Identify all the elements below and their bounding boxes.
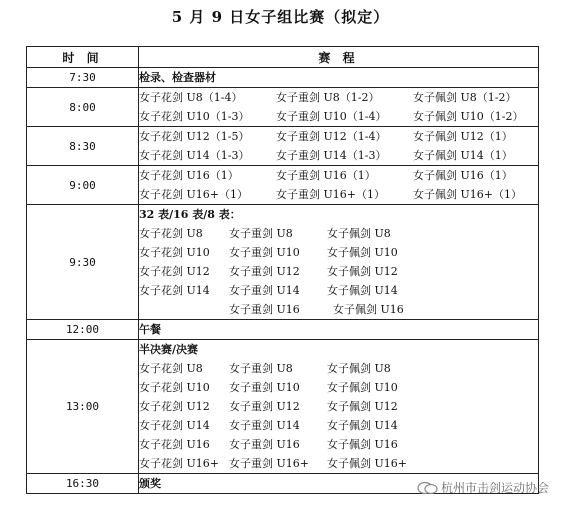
schedule-table bbox=[26, 46, 539, 494]
time-cell: 12:00 bbox=[27, 320, 139, 340]
table-row bbox=[27, 205, 539, 320]
event-item: 女子花剑 U16 bbox=[139, 438, 210, 451]
event-item: 女子重剑 U16+（1） bbox=[276, 188, 385, 201]
event-item: 女子花剑 U10 bbox=[139, 246, 210, 259]
event-item: 女子花剑 U12 bbox=[139, 400, 210, 413]
event-item: 女子花剑 U14 bbox=[139, 419, 210, 432]
time-cell: 16:30 bbox=[27, 474, 139, 494]
table-row bbox=[27, 88, 539, 127]
event-item: 女子佩剑 U10（1-2） bbox=[413, 110, 524, 123]
event-item: 女子佩剑 U12 bbox=[327, 400, 398, 413]
event-item: 女子重剑 U16+ bbox=[229, 457, 309, 470]
event-item: 女子花剑 U16+（1） bbox=[139, 188, 248, 201]
event-item: 女子花剑 U8 bbox=[139, 362, 203, 375]
event-item: 女子重剑 U14 bbox=[229, 284, 300, 297]
program-column-header: 赛 程 bbox=[139, 47, 539, 68]
watermark bbox=[417, 479, 549, 496]
event-item: 女子佩剑 U8（1-2） bbox=[413, 91, 517, 104]
event-item: 女子佩剑 U12 bbox=[327, 265, 398, 278]
program-cell bbox=[139, 340, 539, 474]
event-item: 女子花剑 U12 bbox=[139, 265, 210, 278]
event-item: 女子重剑 U12（1-4） bbox=[276, 130, 387, 143]
time-cell: 13:00 bbox=[27, 340, 139, 474]
event-item: 女子花剑 U10 bbox=[139, 381, 210, 394]
event-item: 女子花剑 U10（1-3） bbox=[139, 110, 250, 123]
event-item: 女子花剑 U16+ bbox=[139, 457, 219, 470]
event-item: 女子佩剑 U8 bbox=[327, 362, 391, 375]
event-item: 女子重剑 U16 bbox=[229, 303, 300, 316]
table-row bbox=[27, 68, 539, 88]
event-item: 女子佩剑 U16（1） bbox=[413, 169, 513, 182]
wechat-logo-icon bbox=[417, 481, 439, 495]
table-row bbox=[27, 320, 539, 340]
event-item: 女子佩剑 U8 bbox=[327, 227, 391, 240]
program-heading: 32 表/16 表/8 表： bbox=[139, 208, 241, 221]
event-item: 女子佩剑 U14（1） bbox=[413, 149, 513, 162]
program-heading: 检录、检查器材 bbox=[139, 71, 216, 84]
event-item: 女子佩剑 U14 bbox=[327, 419, 398, 432]
program-cell bbox=[139, 320, 539, 340]
page-title: 5 月 9 日女子组比赛（拟定） bbox=[171, 8, 390, 26]
table-row bbox=[27, 340, 539, 474]
time-cell: 7:30 bbox=[27, 68, 139, 88]
time-cell: 9:30 bbox=[27, 205, 139, 320]
event-item: 女子重剑 U10 bbox=[229, 246, 300, 259]
event-item: 女子花剑 U14（1-3） bbox=[139, 149, 250, 162]
event-item bbox=[139, 300, 229, 319]
program-cell bbox=[139, 88, 539, 127]
event-item: 女子佩剑 U16 bbox=[327, 438, 398, 451]
program-cell bbox=[139, 205, 539, 320]
event-item: 女子重剑 U12 bbox=[229, 265, 300, 278]
event-item: 女子佩剑 U16 bbox=[333, 303, 404, 316]
program-heading: 半决赛/决赛 bbox=[139, 343, 199, 356]
event-item: 女子重剑 U10 bbox=[229, 381, 300, 394]
event-item: 女子花剑 U14 bbox=[139, 284, 210, 297]
program-cell bbox=[139, 68, 539, 88]
event-item: 女子佩剑 U10 bbox=[327, 381, 398, 394]
event-item: 女子花剑 U16（1） bbox=[139, 169, 239, 182]
watermark-text: 杭州市击剑运动协会 bbox=[440, 481, 549, 495]
time-cell: 8:30 bbox=[27, 127, 139, 166]
time-cell: 8:00 bbox=[27, 88, 139, 127]
event-item: 女子佩剑 U12（1） bbox=[413, 130, 513, 143]
time-column-header: 时 间 bbox=[27, 47, 139, 68]
event-item: 女子重剑 U12 bbox=[229, 400, 300, 413]
program-heading: 颁奖 bbox=[139, 477, 161, 490]
event-item: 女子佩剑 U14 bbox=[327, 284, 398, 297]
event-item: 女子佩剑 U16+ bbox=[327, 457, 407, 470]
event-item: 女子重剑 U16（1） bbox=[276, 169, 376, 182]
event-item: 女子花剑 U8 bbox=[139, 227, 203, 240]
event-item: 女子花剑 U12（1-5） bbox=[139, 130, 250, 143]
program-cell bbox=[139, 166, 539, 205]
table-row bbox=[27, 166, 539, 205]
program-cell bbox=[139, 127, 539, 166]
event-item: 女子重剑 U16 bbox=[229, 438, 300, 451]
event-item: 女子花剑 U8（1-4） bbox=[139, 91, 243, 104]
event-item: 女子重剑 U10（1-4） bbox=[276, 110, 387, 123]
event-item: 女子重剑 U8 bbox=[229, 227, 293, 240]
table-row bbox=[27, 127, 539, 166]
event-item: 女子重剑 U8 bbox=[229, 362, 293, 375]
event-item: 女子重剑 U14（1-3） bbox=[276, 149, 387, 162]
time-cell: 9:00 bbox=[27, 166, 139, 205]
table-header-row bbox=[27, 47, 539, 68]
program-heading: 午餐 bbox=[139, 323, 161, 336]
event-item: 女子重剑 U14 bbox=[229, 419, 300, 432]
event-item: 女子佩剑 U16+（1） bbox=[413, 188, 522, 201]
event-item: 女子重剑 U8（1-2） bbox=[276, 91, 380, 104]
event-item: 女子佩剑 U10 bbox=[327, 246, 398, 259]
